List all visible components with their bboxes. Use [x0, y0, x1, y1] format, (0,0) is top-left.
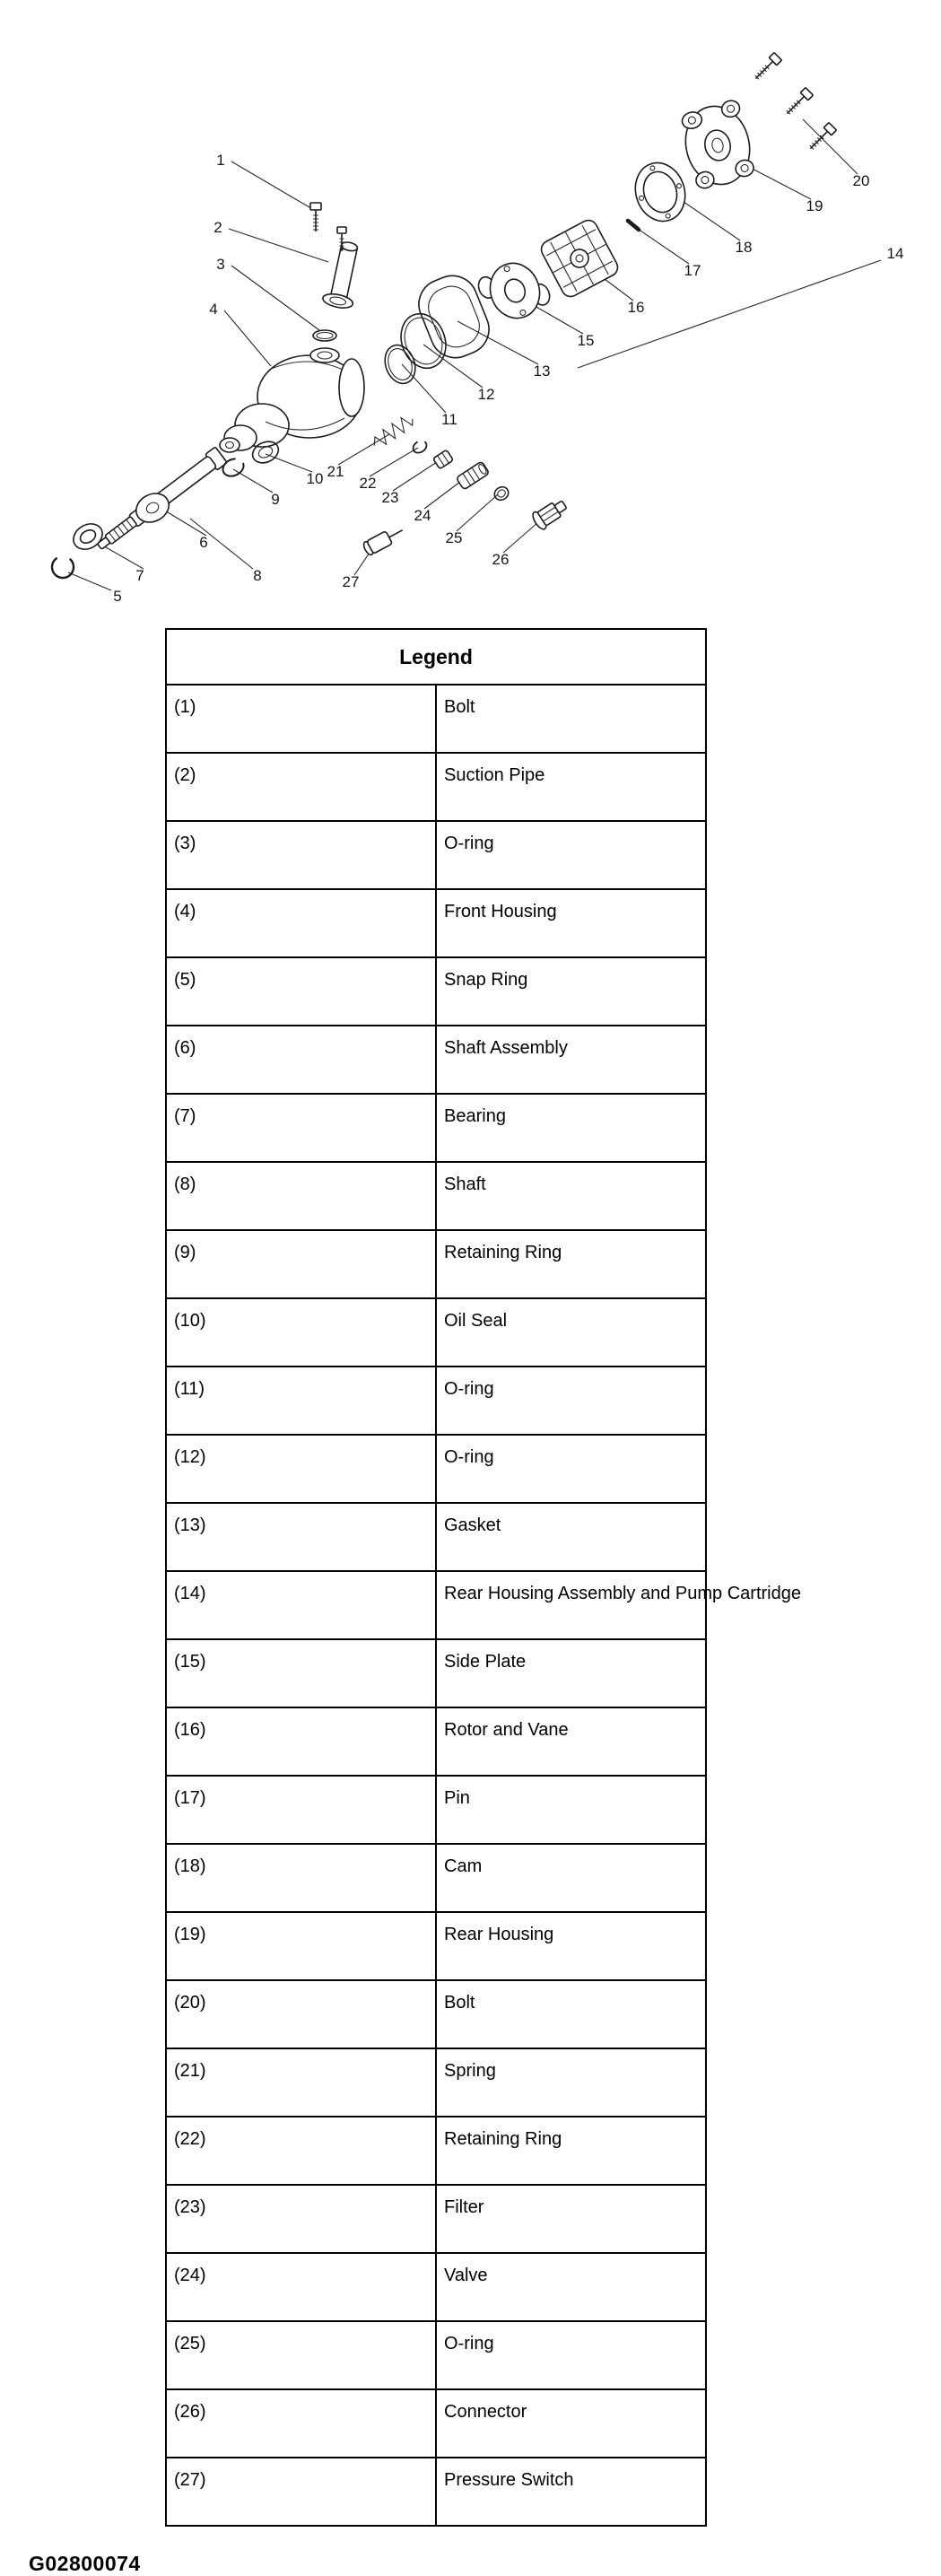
legend-row-label: Connector — [436, 2389, 706, 2458]
pressure-switch-27-icon — [362, 524, 405, 556]
legend-row-number: (3) — [166, 821, 436, 889]
callout-21: 21 — [327, 463, 344, 480]
legend-row-label: Pressure Switch — [436, 2458, 706, 2526]
callout-14: 14 — [886, 245, 904, 262]
legend-row — [166, 2253, 706, 2321]
callout-10: 10 — [306, 470, 324, 487]
legend-row-number: (4) — [166, 889, 436, 957]
legend-row-label: Oil Seal — [436, 1298, 706, 1367]
callout-19: 19 — [806, 197, 823, 214]
legend-row — [166, 1707, 706, 1776]
legend-row-label: Retaining Ring — [436, 1230, 706, 1298]
legend-row — [166, 1776, 706, 1844]
callout-7: 7 — [135, 567, 144, 584]
legend-row-number: (6) — [166, 1026, 436, 1094]
legend-row — [166, 753, 706, 821]
legend-row — [166, 2321, 706, 2389]
callout-12: 12 — [477, 386, 495, 403]
legend-row-label: Rear Housing Assembly and Pump Cartridge — [436, 1571, 706, 1639]
legend-row — [166, 2389, 706, 2458]
legend-row-label: Shaft — [436, 1162, 706, 1230]
legend-row-label: Side Plate — [436, 1639, 706, 1707]
rotor-and-vane-16-icon — [538, 217, 621, 300]
legend-row-number: (21) — [166, 2048, 436, 2117]
callout-22: 22 — [359, 475, 377, 492]
legend-row — [166, 1844, 706, 1912]
pin-17-icon — [628, 221, 639, 230]
legend-title: Legend — [166, 629, 706, 685]
legend-row-number: (7) — [166, 1094, 436, 1162]
leader-lines — [68, 119, 881, 590]
callout-2: 2 — [213, 219, 222, 236]
valve-24-icon — [456, 461, 489, 490]
o-ring-25-icon — [492, 485, 510, 502]
legend-row-label: O-ring — [436, 1435, 706, 1503]
legend-row — [166, 1639, 706, 1707]
callout-18: 18 — [735, 239, 753, 256]
legend-row-number: (22) — [166, 2117, 436, 2185]
legend-row-number: (14) — [166, 1571, 436, 1639]
legend-row-label: Rear Housing — [436, 1912, 706, 1980]
legend-row — [166, 1435, 706, 1503]
legend-row-number: (17) — [166, 1776, 436, 1844]
snap-ring-5-icon — [48, 552, 78, 582]
legend-row-number: (8) — [166, 1162, 436, 1230]
legend-row — [166, 1912, 706, 1980]
exploded-parts-diagram — [0, 0, 941, 626]
legend-row-label: Suction Pipe — [436, 753, 706, 821]
legend-row — [166, 2185, 706, 2253]
legend-row — [166, 2117, 706, 2185]
legend-row — [166, 957, 706, 1026]
legend-row-label: O-ring — [436, 821, 706, 889]
callout-20: 20 — [852, 172, 870, 189]
suction-pipe-2-icon — [322, 240, 366, 310]
callout-3: 3 — [216, 256, 225, 273]
legend-row-number: (5) — [166, 957, 436, 1026]
legend-row-label: Bolt — [436, 685, 706, 753]
legend-row — [166, 1367, 706, 1435]
callout-6: 6 — [199, 534, 208, 551]
retaining-ring-22-icon — [411, 439, 429, 456]
legend-row-label: Filter — [436, 2185, 706, 2253]
callout-1: 1 — [216, 152, 225, 169]
legend-row — [166, 2458, 706, 2526]
legend-body — [166, 685, 801, 2526]
callout-25: 25 — [445, 529, 463, 546]
legend-row-number: (18) — [166, 1844, 436, 1912]
legend-row-label: Bearing — [436, 1094, 706, 1162]
rear-housing-19-icon — [677, 99, 757, 191]
callout-labels — [113, 152, 903, 605]
legend-row-label: Pin — [436, 1776, 706, 1844]
callout-13: 13 — [533, 362, 551, 380]
o-ring-11-icon — [379, 341, 420, 388]
legend-row-number: (26) — [166, 2389, 436, 2458]
legend-row-number: (12) — [166, 1435, 436, 1503]
legend-row-label: O-ring — [436, 1367, 706, 1435]
connector-26-icon — [530, 496, 570, 531]
callout-24: 24 — [414, 507, 431, 524]
legend-table — [165, 628, 801, 2527]
callout-26: 26 — [492, 551, 510, 568]
legend-row — [166, 1298, 706, 1367]
legend-row-number: (2) — [166, 753, 436, 821]
legend-row — [166, 889, 706, 957]
legend-row-number: (16) — [166, 1707, 436, 1776]
legend-row-number: (23) — [166, 2185, 436, 2253]
legend-row — [166, 2048, 706, 2117]
callout-11: 11 — [441, 411, 457, 428]
callout-16: 16 — [627, 299, 645, 316]
legend-row — [166, 1162, 706, 1230]
callout-15: 15 — [577, 332, 595, 349]
legend-row-number: (20) — [166, 1980, 436, 2048]
legend-row-number: (10) — [166, 1298, 436, 1367]
callout-23: 23 — [381, 489, 399, 506]
bolt-20-icon — [752, 53, 836, 153]
callout-27: 27 — [342, 573, 360, 590]
legend-row-number: (15) — [166, 1639, 436, 1707]
legend-row-label: Snap Ring — [436, 957, 706, 1026]
legend-row — [166, 685, 706, 753]
legend-row-label: Spring — [436, 2048, 706, 2117]
filter-23-icon — [433, 450, 454, 469]
o-ring-3-icon — [313, 330, 336, 341]
spring-21-icon — [370, 413, 416, 450]
legend-row-number: (11) — [166, 1367, 436, 1435]
parts — [48, 53, 836, 582]
legend-row — [166, 1980, 706, 2048]
front-housing-4-icon — [220, 348, 364, 452]
legend-header-row — [166, 629, 706, 685]
legend-row — [166, 1230, 706, 1298]
legend-row-label: Retaining Ring — [436, 2117, 706, 2185]
legend-row-number: (25) — [166, 2321, 436, 2389]
figure-id: G02800074 — [29, 2552, 141, 2575]
callout-9: 9 — [271, 491, 280, 508]
legend-row — [166, 1026, 706, 1094]
legend-row — [166, 821, 706, 889]
legend-row-label: O-ring — [436, 2321, 706, 2389]
legend-row-label: Shaft Assembly — [436, 1026, 706, 1094]
legend-row-number: (13) — [166, 1503, 436, 1571]
legend-row-label: Rotor and Vane — [436, 1707, 706, 1776]
legend-row-label: Cam — [436, 1844, 706, 1912]
legend-row-label: Bolt — [436, 1980, 706, 2048]
legend-row-number: (24) — [166, 2253, 436, 2321]
legend-row-number: (1) — [166, 685, 436, 753]
callout-8: 8 — [253, 567, 262, 584]
callout-5: 5 — [113, 588, 122, 605]
legend-row — [166, 1503, 706, 1571]
legend-row-number: (19) — [166, 1912, 436, 1980]
legend-row-label: Gasket — [436, 1503, 706, 1571]
bolt-1-icon — [310, 203, 346, 251]
legend-row-number: (9) — [166, 1230, 436, 1298]
legend-row-label: Front Housing — [436, 889, 706, 957]
cam-18-icon — [628, 156, 693, 227]
legend-row-number: (27) — [166, 2458, 436, 2526]
legend-row — [166, 1571, 706, 1639]
legend-row-label: Valve — [436, 2253, 706, 2321]
callout-4: 4 — [209, 301, 218, 318]
callout-17: 17 — [684, 262, 701, 279]
legend-row — [166, 1094, 706, 1162]
